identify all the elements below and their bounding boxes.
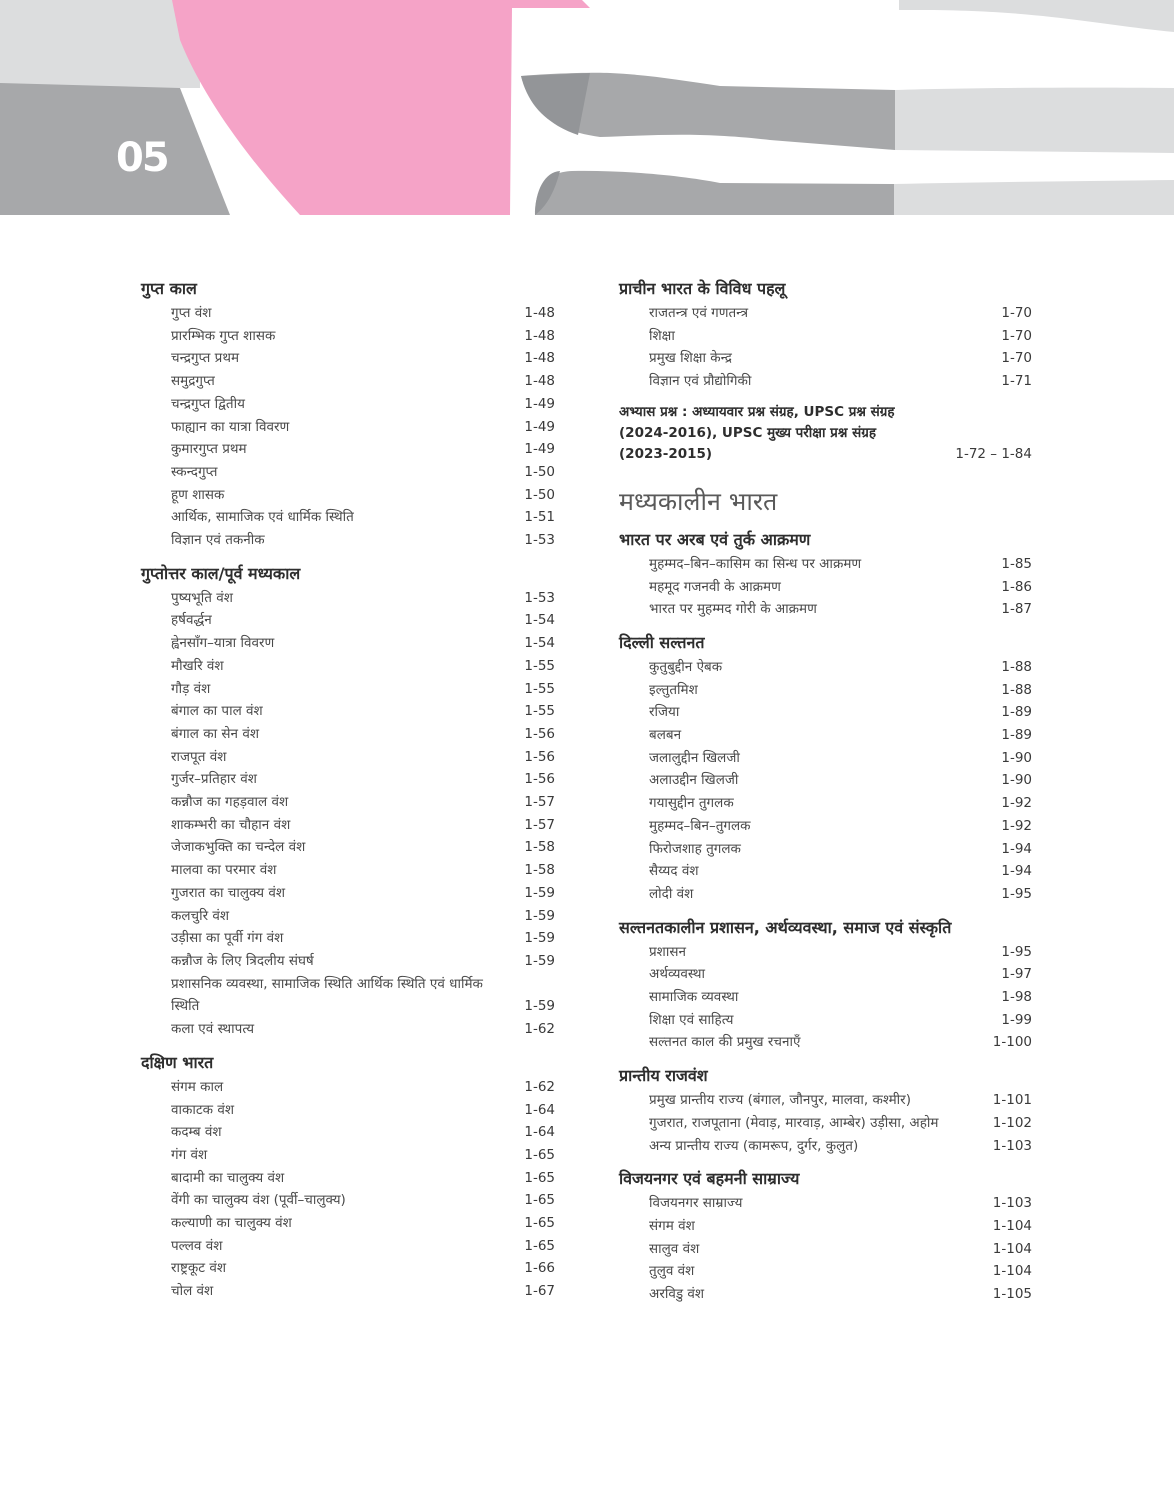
entry-page-number: 1-55 — [524, 657, 555, 674]
entry-label: जेजाकभुक्ति का चन्देल वंश — [171, 839, 306, 856]
toc-entry[interactable] — [141, 655, 555, 678]
toc-entry[interactable] — [619, 1112, 1032, 1135]
entry-page-number: 1-100 — [992, 1034, 1032, 1051]
entry-label: कल्याणी का चालुक्य वंश — [171, 1215, 292, 1232]
practice-questions-entry[interactable] — [619, 402, 1032, 465]
entry-label: प्रारम्भिक गुप्त शासक — [171, 327, 276, 344]
entry-label: अन्य प्रान्तीय राज्य (कामरूप, दुर्गर, कुलुत) — [649, 1137, 859, 1154]
toc-entry[interactable] — [619, 598, 1032, 621]
entry-page-number: 1-65 — [524, 1169, 555, 1186]
toc-entry[interactable] — [619, 347, 1032, 370]
entry-label: स्कन्दगुप्त — [171, 463, 218, 480]
entry-page-number: 1-104 — [992, 1240, 1032, 1257]
entry-label: महमूद गजनवी के आक्रमण — [649, 578, 781, 595]
entry-label: फिरोजशाह तुगलक — [649, 840, 741, 857]
banner-artwork — [0, 0, 1174, 215]
toc-entry[interactable] — [141, 393, 555, 416]
section-title[interactable]: प्रान्तीय राजवंश — [619, 1066, 708, 1086]
toc-entry[interactable] — [141, 347, 555, 370]
toc-entry[interactable] — [141, 1121, 555, 1144]
entry-label: सालुव वंश — [649, 1240, 700, 1257]
entry-page-number: 1-48 — [524, 373, 555, 390]
toc-section — [141, 561, 555, 1041]
entry-label: गुप्त वंश — [171, 305, 212, 321]
entry-label: समुद्रगुप्त — [171, 373, 215, 390]
entry-page-number: 1-62 — [524, 1078, 555, 1095]
toc-entry[interactable] — [141, 1189, 555, 1212]
toc-entry[interactable] — [141, 859, 555, 882]
toc-section — [619, 915, 1032, 1055]
entry-label: हूण शासक — [171, 486, 225, 503]
toc-entry[interactable] — [141, 461, 555, 484]
toc-entry[interactable] — [141, 370, 555, 393]
section-title[interactable]: दिल्ली सल्तनत — [619, 632, 705, 652]
entry-label: वाकाटक वंश — [171, 1101, 235, 1118]
toc-entry[interactable] — [619, 656, 1032, 679]
entry-label: बंगाल का सेन वंश — [171, 725, 260, 742]
toc-entry[interactable] — [141, 438, 555, 461]
entry-label: शिक्षा एवं साहित्य — [649, 1011, 734, 1028]
entry-page-number: 1-92 — [1001, 795, 1032, 812]
entry-label: जलालुद्दीन खिलजी — [649, 749, 740, 766]
entry-page-number: 1-89 — [1001, 727, 1032, 744]
entry-page-number: 1-58 — [524, 839, 555, 856]
toc-entry[interactable] — [141, 905, 555, 928]
entry-page-number: 1-50 — [524, 486, 555, 503]
entry-page-number: 1-53 — [524, 532, 555, 549]
toc-entry[interactable] — [141, 1076, 555, 1099]
toc-entry[interactable] — [619, 1009, 1032, 1032]
entry-page-number: 1-66 — [524, 1260, 555, 1277]
section-title[interactable]: प्राचीन भारत के विविध पहलू — [619, 279, 786, 298]
toc-entry[interactable] — [619, 838, 1032, 861]
entry-label: सैय्यद वंश — [649, 863, 699, 880]
entry-page-number: 1-70 — [1001, 305, 1032, 321]
toc-entry[interactable] — [619, 1238, 1032, 1261]
entry-label: अरविडु वंश — [649, 1286, 705, 1303]
toc-entry[interactable] — [141, 791, 555, 814]
entry-label: विजयनगर साम्राज्य — [649, 1195, 743, 1212]
toc-entry[interactable] — [619, 553, 1032, 576]
entry-label: चन्द्रगुप्त द्वितीय — [171, 395, 245, 412]
entry-page-number: 1-95 — [1001, 943, 1032, 960]
entry-label: प्रमुख शिक्षा केन्द्र — [649, 350, 732, 367]
entry-label: संगम वंश — [649, 1217, 695, 1234]
toc-entry[interactable] — [141, 416, 555, 439]
entry-page-number: 1-50 — [524, 463, 555, 480]
entry-label: गुर्जर–प्रतिहार वंश — [171, 771, 257, 788]
section-title[interactable]: गुप्तोत्तर काल/पूर्व मध्यकाल — [141, 563, 301, 583]
entry-page-number: 1-102 — [992, 1114, 1032, 1131]
toc-entry[interactable] — [141, 746, 555, 769]
entry-label: तुलुव वंश — [649, 1263, 695, 1280]
section-title[interactable]: सल्तनतकालीन प्रशासन, अर्थव्यवस्था, समाज एवं संस्कृति — [619, 917, 952, 937]
toc-entry[interactable] — [619, 724, 1032, 747]
entry-label: चन्द्रगुप्त प्रथम — [171, 350, 240, 367]
entry-page-number: 1-104 — [992, 1217, 1032, 1234]
entry-label: पल्लव वंश — [171, 1237, 223, 1254]
entry-page-number: 1-55 — [524, 703, 555, 720]
entry-label: मौखरि वंश — [171, 657, 224, 674]
entry-page-number: 1-67 — [524, 1283, 555, 1300]
entry-page-number: 1-94 — [1001, 840, 1032, 857]
entry-label: सामाजिक व्यवस्था — [649, 989, 739, 1006]
chapter-number: 05 — [116, 135, 168, 181]
entry-label: चोल वंश — [171, 1283, 214, 1300]
toc-entry[interactable] — [619, 986, 1032, 1009]
entry-label: राजतन्त्र एवं गणतन्त्र — [649, 305, 749, 321]
entry-page-number: 1-58 — [524, 862, 555, 879]
entry-page-number: 1-55 — [524, 680, 555, 697]
toc-entry[interactable] — [141, 529, 555, 552]
chapter-banner — [0, 0, 1174, 215]
entry-page-number: 1-103 — [992, 1137, 1032, 1154]
entry-page-number: 1-70 — [1001, 350, 1032, 367]
toc-entry[interactable] — [619, 576, 1032, 599]
toc-entry[interactable] — [619, 370, 1032, 393]
entry-page-number: 1-104 — [992, 1263, 1032, 1280]
toc-entry[interactable] — [141, 882, 555, 905]
entry-label: प्रशासन — [649, 943, 686, 960]
entry-label: उड़ीसा का पूर्वी गंग वंश — [171, 930, 284, 947]
toc-entry[interactable] — [141, 587, 555, 610]
toc-entry[interactable] — [619, 941, 1032, 964]
toc-entry[interactable] — [619, 1089, 1032, 1112]
entry-label: संगम काल — [171, 1078, 224, 1095]
toc-entry[interactable] — [619, 769, 1032, 792]
entry-page-number: 1-87 — [1001, 601, 1032, 618]
entry-label: शिक्षा — [649, 327, 675, 344]
toc-entry[interactable] — [619, 747, 1032, 770]
entry-label: कन्नौज के लिए त्रिदलीय संघर्ष — [171, 952, 314, 969]
toc-entry[interactable] — [619, 792, 1032, 815]
entry-label: बादामी का चालुक्य वंश — [171, 1169, 285, 1186]
entry-page-number: 1-65 — [524, 1146, 555, 1163]
entry-label: कुमारगुप्त प्रथम — [171, 441, 247, 458]
entry-page-number: 1-85 — [1001, 555, 1032, 572]
entry-page-number: 1-49 — [524, 395, 555, 412]
entry-page-number: 1-88 — [1001, 681, 1032, 698]
entry-label: बलबन — [649, 727, 682, 744]
entry-page-number: 1-56 — [524, 748, 555, 765]
entry-page-number: 1-92 — [1001, 817, 1032, 834]
entry-page-number: 1-48 — [524, 305, 555, 321]
toc-entry[interactable] — [141, 632, 555, 655]
entry-page-number: 1-103 — [992, 1195, 1032, 1212]
entry-page-number: 1-56 — [524, 725, 555, 742]
toc-section — [141, 276, 555, 552]
entry-label: प्रशासनिक व्यवस्था, सामाजिक स्थिति आर्थिक स्थिति एवं धार्मिक स्थिति — [171, 975, 483, 1015]
toc-entry[interactable] — [619, 963, 1032, 986]
entry-page-number: 1-49 — [524, 441, 555, 458]
entry-page-number: 1-65 — [524, 1237, 555, 1254]
toc-entry[interactable] — [619, 883, 1032, 906]
toc-entry[interactable] — [619, 860, 1032, 883]
entry-label: मुहम्मद–बिन–कासिम का सिन्ध पर आक्रमण — [649, 555, 862, 572]
toc-entry[interactable] — [141, 1235, 555, 1258]
entry-page-number: 1-59 — [524, 952, 555, 969]
entry-page-number: 1-101 — [992, 1092, 1032, 1109]
entry-page-number: 1-57 — [524, 794, 555, 811]
toc-entry[interactable] — [619, 1135, 1032, 1158]
toc-entry[interactable] — [141, 506, 555, 529]
entry-page-number: 1-89 — [1001, 704, 1032, 721]
entry-label: गौड़ वंश — [171, 680, 211, 697]
entry-label: राजपूत वंश — [171, 748, 227, 765]
toc-section — [619, 630, 1032, 906]
entry-label: विज्ञान एवं प्रौद्योगिकी — [649, 373, 752, 390]
toc-entry[interactable] — [141, 814, 555, 837]
entry-label: गुजरात का चालुक्य वंश — [171, 884, 286, 901]
entry-page-number: 1-88 — [1001, 658, 1032, 675]
entry-label: सल्तनत काल की प्रमुख रचनाएँ — [649, 1034, 801, 1051]
entry-label: कदम्ब वंश — [171, 1124, 222, 1141]
toc-entry[interactable] — [141, 700, 555, 723]
toc-entry[interactable] — [141, 1280, 555, 1303]
entry-label: हर्षवर्द्धन — [171, 612, 212, 629]
entry-page-number: 1-62 — [524, 1021, 555, 1038]
toc-section — [619, 1166, 1032, 1306]
toc-entry[interactable] — [619, 815, 1032, 838]
entry-label: अर्थव्यवस्था — [649, 966, 705, 983]
entry-page-number: 1-49 — [524, 418, 555, 435]
entry-page-number: 1-97 — [1001, 966, 1032, 983]
entry-page-number: 1-105 — [992, 1286, 1032, 1303]
toc-entry[interactable] — [141, 1018, 555, 1041]
entry-label: कलचुरि वंश — [171, 907, 230, 924]
part-title: मध्यकालीन भारत — [619, 486, 778, 516]
toc-entry[interactable] — [141, 927, 555, 950]
practice-label: अभ्यास प्रश्न : अध्यायवार प्रश्न संग्रह, UPSC प्रश्न संग्रह (2024-2016), UPSC मुख्य परीक्षा प्रश्न संग्रह (2023-2015) — [619, 403, 895, 462]
toc-entry[interactable] — [141, 1212, 555, 1235]
toc-section — [141, 1050, 555, 1303]
entry-page-number: 1-48 — [524, 327, 555, 344]
entry-page-number: 1-64 — [524, 1101, 555, 1118]
section-title[interactable]: विजयनगर एवं बहमनी साम्राज्य — [619, 1169, 800, 1189]
entry-label: वेंगी का चालुक्य वंश (पूर्वी–चालुक्य) — [171, 1192, 346, 1209]
toc-entry[interactable] — [619, 1192, 1032, 1215]
practice-page: 1-72 – 1-84 — [955, 445, 1032, 462]
toc-left-column — [141, 276, 555, 1312]
entry-page-number: 1-99 — [1001, 1011, 1032, 1028]
toc-entry[interactable] — [619, 1215, 1032, 1238]
entry-page-number: 1-98 — [1001, 989, 1032, 1006]
toc-section — [619, 1063, 1032, 1157]
entry-label: राष्ट्रकूट वंश — [171, 1260, 227, 1277]
entry-page-number: 1-86 — [1001, 578, 1032, 595]
entry-label: फाह्यान का यात्रा विवरण — [171, 418, 290, 435]
toc-entry[interactable] — [141, 836, 555, 859]
entry-label: पुष्यभूति वंश — [171, 589, 233, 606]
entry-page-number: 1-56 — [524, 771, 555, 788]
toc-entry[interactable] — [141, 325, 555, 348]
entry-page-number: 1-65 — [524, 1192, 555, 1209]
entry-label: कुतुबुद्दीन ऐबक — [649, 658, 723, 675]
toc-entry[interactable] — [141, 1144, 555, 1167]
entry-label: अलाउद्दीन खिलजी — [649, 772, 739, 789]
toc-entry[interactable] — [619, 1260, 1032, 1283]
entry-label: गयासुद्दीन तुगलक — [649, 795, 734, 812]
toc-entry[interactable] — [619, 302, 1032, 325]
toc-entry[interactable] — [619, 1283, 1032, 1306]
entry-page-number: 1-65 — [524, 1215, 555, 1232]
toc-entry[interactable] — [141, 678, 555, 701]
entry-page-number: 1-57 — [524, 816, 555, 833]
entry-label: मुहम्मद–बिन–तुगलक — [649, 817, 751, 834]
section-title[interactable]: गुप्त काल — [141, 279, 197, 298]
entry-page-number: 1-90 — [1001, 772, 1032, 789]
toc-entry[interactable] — [141, 1099, 555, 1122]
section-title[interactable]: दक्षिण भारत — [141, 1052, 214, 1072]
entry-label: प्रमुख प्रान्तीय राज्य (बंगाल, जौनपुर, मालवा, कश्मीर) — [649, 1092, 911, 1109]
toc-right-column — [619, 276, 1032, 1315]
entry-label: भारत पर मुहम्मद गोरी के आक्रमण — [649, 601, 817, 618]
entry-label: कन्नौज का गहड़वाल वंश — [171, 794, 289, 811]
toc-entry[interactable] — [141, 950, 555, 973]
entry-page-number: 1-94 — [1001, 863, 1032, 880]
entry-label: इल्तुतमिश — [649, 681, 698, 698]
entry-page-number: 1-53 — [524, 589, 555, 606]
entry-page-number: 1-54 — [524, 612, 555, 629]
entry-label: मालवा का परमार वंश — [171, 862, 277, 879]
toc-entry[interactable] — [141, 609, 555, 632]
entry-label: गंग वंश — [171, 1146, 208, 1163]
entry-page-number: 1-51 — [524, 509, 555, 526]
entry-page-number: 1-54 — [524, 635, 555, 652]
entry-label: आर्थिक, सामाजिक एवं धार्मिक स्थिति — [171, 509, 354, 526]
toc-section — [619, 276, 1032, 393]
entry-page-number: 1-59 — [524, 930, 555, 947]
entry-label: शाकम्भरी का चौहान वंश — [171, 816, 291, 833]
entry-label: कला एवं स्थापत्य — [171, 1021, 255, 1038]
toc-entry[interactable] — [619, 679, 1032, 702]
entry-page-number: 1-48 — [524, 350, 555, 367]
toc-entry[interactable] — [141, 484, 555, 507]
section-title[interactable]: भारत पर अरब एवं तुर्क आक्रमण — [619, 529, 811, 549]
entry-label: ह्वेनसाँग–यात्रा विवरण — [171, 635, 275, 652]
toc-entry[interactable] — [619, 325, 1032, 348]
toc-entry[interactable] — [619, 1031, 1032, 1054]
toc-entry[interactable] — [619, 701, 1032, 724]
toc-entry[interactable] — [141, 1257, 555, 1280]
entry-label: गुजरात, राजपूताना (मेवाड़, मारवाड़, आम्बेर) उड़ीसा, अहोम — [649, 1114, 939, 1131]
entry-page-number: 1-59 — [524, 998, 555, 1015]
toc-entry[interactable] — [141, 723, 555, 746]
toc-entry[interactable] — [141, 1167, 555, 1190]
entry-label: लोदी वंश — [649, 885, 694, 902]
entry-page-number: 1-59 — [524, 884, 555, 901]
entry-label: विज्ञान एवं तकनीक — [171, 532, 265, 549]
entry-page-number: 1-59 — [524, 907, 555, 924]
entry-page-number: 1-95 — [1001, 885, 1032, 902]
entry-label: बंगाल का पाल वंश — [171, 703, 263, 720]
toc-entry[interactable] — [141, 302, 555, 325]
entry-page-number: 1-64 — [524, 1124, 555, 1141]
entry-page-number: 1-70 — [1001, 327, 1032, 344]
entry-page-number: 1-90 — [1001, 749, 1032, 766]
toc-entry[interactable] — [141, 973, 555, 1018]
toc-entry[interactable] — [141, 768, 555, 791]
entry-page-number: 1-71 — [1001, 373, 1032, 390]
toc-section — [619, 527, 1032, 621]
entry-label: रजिया — [649, 704, 680, 721]
